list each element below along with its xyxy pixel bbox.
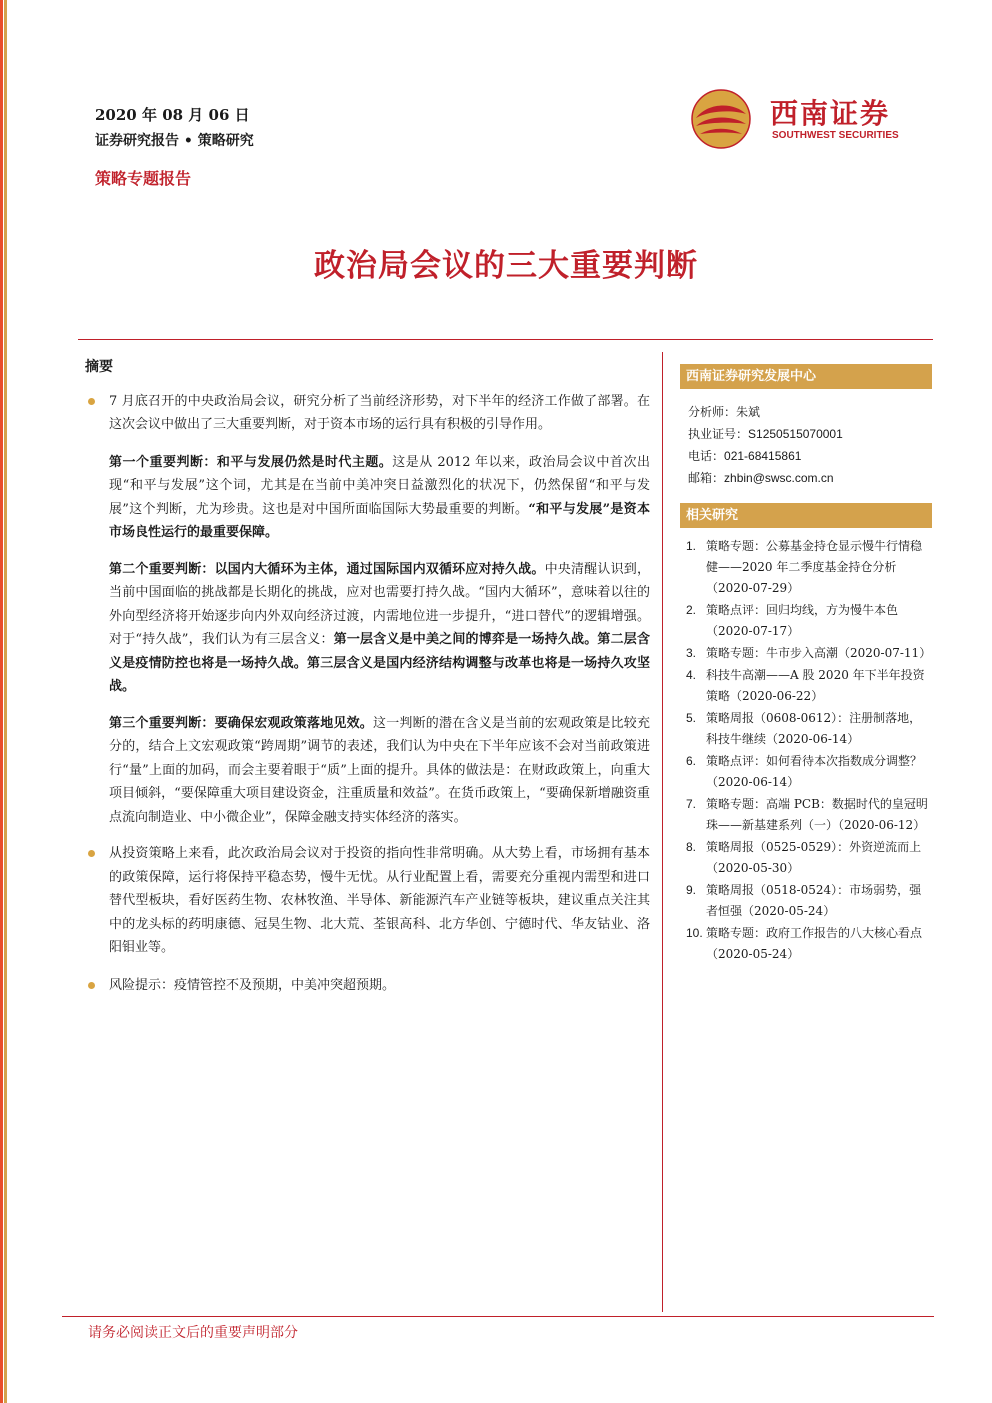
analyst-info (680, 389, 932, 489)
judgement-1-lead: 第一个重要判断：和平与发展仍然是时代主题。 (109, 454, 393, 470)
related-item[interactable] (680, 794, 932, 836)
related-item-text: 策略周报（0518-0524）：市场弱势，强者恒强（2020-05-24） (706, 883, 922, 918)
judgement-2 (85, 558, 650, 699)
related-item-number: 7. (686, 797, 697, 811)
title-divider (78, 339, 933, 340)
related-item-number: 1. (686, 539, 697, 553)
related-research-heading: 相关研究 (680, 503, 932, 528)
related-item[interactable] (680, 837, 932, 879)
judgement-3 (85, 712, 650, 830)
email-label: 邮箱： (688, 471, 725, 485)
phone-value: 021-68415861 (724, 449, 802, 463)
judgement-3-body: 这一判断的潜在含义是当前的宏观政策是比较充分的，结合上文宏观政策“跨周期”调节的表述，我们认为中央在下半年应该不会对当前政策进行“量”上面的加码，而会主要着眼于“质”上面的提升。具体的做法是：在财政政策上，向重大项目倾斜，“要保障重大项目建设资金，注重质量和效益”。在货币政策上，“要确保新增融资重点流向制造业、中小微企业”，保障金融支持实体经济的落实。 (109, 715, 650, 825)
abstract-intro: 7 月底召开的中央政治局会议，研究分析了当前经济形势，对下半年的经济工作做了部署。在这次会议中做出了三大重要判断，对于资本市场的运行具有积极的引导作用。 (85, 390, 650, 437)
analyst-cert (688, 423, 932, 445)
left-edge-stripe (0, 0, 7, 1403)
report-category: 策略专题报告 (95, 169, 192, 188)
logo-emblem-icon (690, 88, 752, 150)
related-item-text: 策略专题：政府工作报告的八大核心看点（2020-05-24） (706, 926, 923, 961)
related-item[interactable] (680, 665, 932, 707)
related-item-text: 策略专题：公募基金持仓显示慢牛行情稳健——2020 年二季度基金持仓分析（2020-07-29） (706, 539, 923, 595)
related-item-number: 6. (686, 754, 697, 768)
risk-warning: 风险提示：疫情管控不及预期，中美冲突超预期。 (85, 974, 650, 998)
judgement-1-body: 这是从 2012 年以来，政治局会议中首次出现“和平与发展”这个词，尤其是在当前中美冲突日益激烈化的状况下，仍然保留“和平与发展”这个判断，尤为珍贵。这也是对中国所面临国际大势最重要的判断。 (109, 454, 650, 517)
abstract-section (85, 356, 650, 1011)
email-link[interactable]: zhbin@swsc.com.cn (724, 471, 834, 485)
analyst-name: 分析师：朱斌 (688, 405, 761, 419)
sidebar (680, 364, 932, 966)
logo-name-en: SOUTHWEST SECURITIES (772, 130, 899, 141)
related-item-number: 3. (686, 646, 697, 660)
footer-disclaimer: 请务必阅读正文后的重要声明部分 (88, 1325, 298, 1341)
related-item-number: 10. (686, 926, 703, 940)
related-item[interactable] (680, 600, 932, 642)
investment-strategy: 从投资策略上来看，此次政治局会议对于投资的指向性非常明确。从大势上看，市场拥有基本的政策保障，运行将保持平稳态势，慢牛无忧。从行业配置上看，需要充分重视内需型和进口替代型板块，看好医药生物、农林牧渔、半导体、新能源汽车产业链等板块，建议重点关注其中的龙头标的药明康德、冠昊生物、北大荒、荃银高科、北方华创、宁德时代、华友钴业、洛阳钼业等。 (85, 842, 650, 960)
related-item[interactable] (680, 880, 932, 922)
related-item-text: 科技牛高潮——A 股 2020 年下半年投资策略（2020-06-22） (706, 668, 925, 703)
judgement-1-tail: “和平与发展”是资本市场良性运行的最重要保障。 (109, 501, 650, 540)
related-item[interactable] (680, 708, 932, 750)
document-title: 政治局会议的三大重要判断 (314, 248, 698, 284)
analyst-email (688, 467, 932, 489)
phone-label: 电话： (688, 449, 725, 463)
research-center-heading: 西南证券研究发展中心 (680, 364, 932, 389)
related-item[interactable] (680, 923, 932, 965)
logo-name-cn: 西南证券 (770, 97, 891, 130)
related-research-list (680, 536, 932, 965)
related-item-number: 5. (686, 711, 697, 725)
judgement-2-lead: 第二个重要判断：以国内大循环为主体，通过国际国内双循环应对持久战。 (109, 561, 545, 577)
cert-label: 执业证号： (688, 427, 749, 441)
related-item-text: 策略点评：如何看待本次指数成分调整？（2020-06-14） (706, 754, 923, 789)
company-logo (690, 88, 930, 150)
report-date: 2020 年 08 月 06 日 (95, 106, 250, 124)
related-item-number: 9. (686, 883, 697, 897)
abstract-heading: 摘要 (85, 359, 113, 375)
related-item[interactable] (680, 751, 932, 793)
related-item-text: 策略周报（0608-0612）：注册制落地，科技牛继续（2020-06-14） (706, 711, 922, 746)
footer-divider (62, 1316, 934, 1317)
report-type: 证券研究报告 • 策略研究 (95, 133, 254, 149)
related-item-text: 策略点评：回归均线，方为慢牛本色（2020-07-17） (706, 603, 899, 638)
related-item-number: 8. (686, 840, 697, 854)
related-item[interactable] (680, 536, 932, 599)
column-divider (662, 352, 663, 1312)
related-item-text: 策略周报（0525-0529）：外资逆流而上（2020-05-30） (706, 840, 922, 875)
judgement-3-lead: 第三个重要判断：要确保宏观政策落地见效。 (109, 715, 373, 731)
related-item-number: 2. (686, 603, 697, 617)
judgement-2-tail: 第一层含义是中美之间的博弈是一场持久战。第二层含义是疫情防控也将是一场持久战。第三层含义是国内经济结构调整与改革也将是一场持久攻坚战。 (109, 632, 650, 694)
related-item-text: 策略专题：牛市步入高潮（2020-07-11） (706, 646, 932, 660)
analyst-phone (688, 445, 932, 467)
cert-value: S1250515070001 (748, 427, 843, 441)
related-item-text: 策略专题：高端 PCB：数据时代的皇冠明珠——新基建系列（一）（2020-06-12） (706, 797, 928, 832)
related-item-number: 4. (686, 668, 697, 682)
related-item[interactable] (680, 643, 932, 664)
judgement-1 (85, 451, 650, 545)
judgement-2-body: 中央清醒认识到，当前中国面临的挑战都是长期化的挑战，应对也需要打持久战。“国内大循环”，意味着以往的外向型经济将开始逐步向内外双向经济过渡，内需地位进一步提升，“进口替代”的逻辑增强。对于“持久战”，我们认为有三层含义： (109, 561, 650, 647)
